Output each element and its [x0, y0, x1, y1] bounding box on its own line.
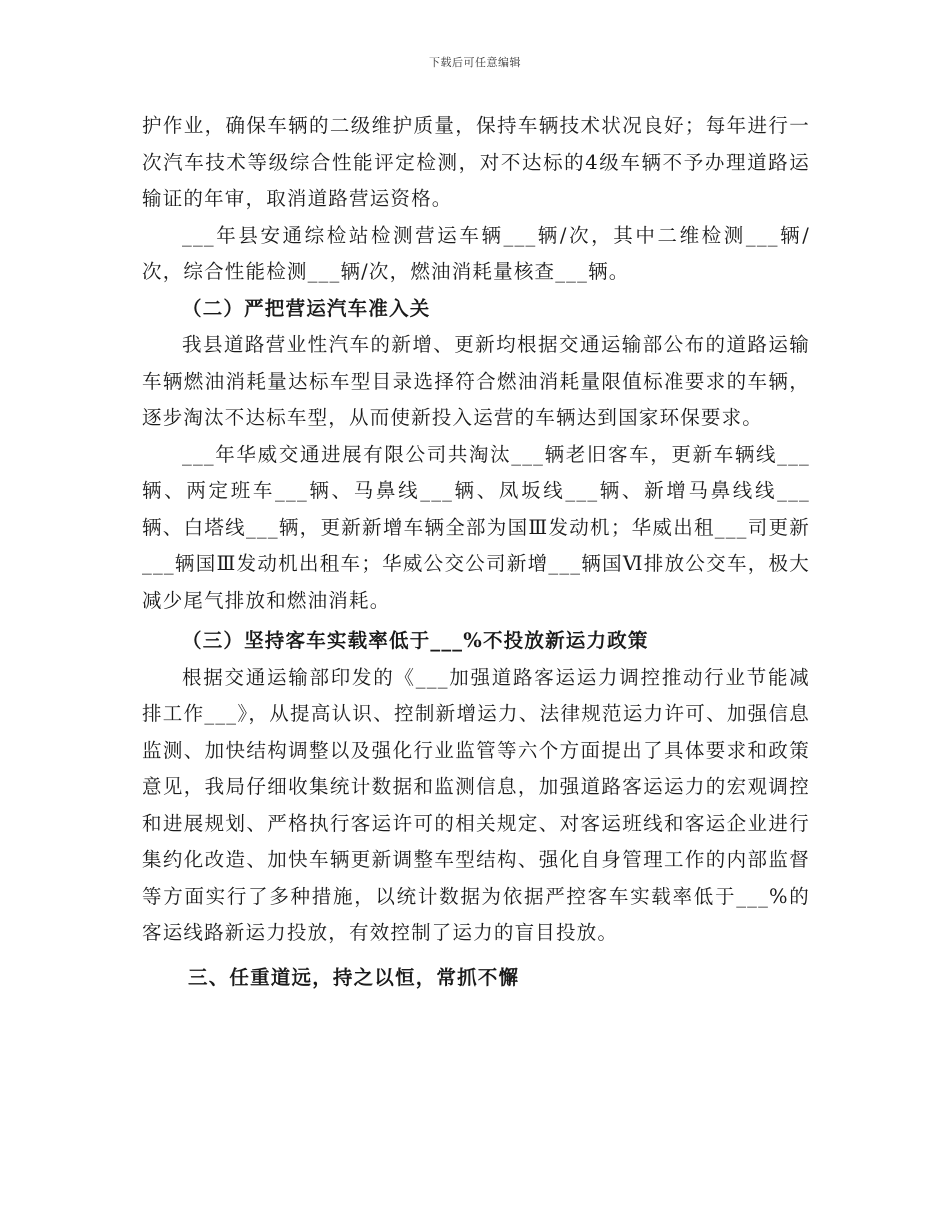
- section-heading-entry-control: （二）严把营运汽车准入关: [182, 296, 431, 320]
- paragraph-fleet-renewal: ___年华威交通进展有限公司共淘汰___辆老旧客车，更新车辆线___辆、两定班车___辆、马鼻线___辆、凤坂线___辆、新增马鼻线线___辆、白塔线___辆，更新新增车辆全部为国Ⅲ发动机；华威出租___司更新___辆国Ⅲ发动机出租车；华威公交公司新增___辆国Ⅵ排放公交车，极大减少尾气排放和燃油消耗。: [142, 442, 810, 612]
- section-heading-load-rate-policy: （三）坚持客车实载率低于___%不投放新运力政策: [182, 629, 649, 652]
- chapter-heading-persistence: 三、任重道远，持之以恒，常抓不懈: [188, 965, 520, 989]
- paragraph-capacity-control: 根据交通运输部印发的《___加强道路客运运力调控推动行业节能减排工作___》，从提高认识、控制新增运力、法律规范运力许可、加强信息监测、加快结构调整以及强化行业监管等六个方面提出了具体要求和政策意见，我局仔细收集统计数据和监测信息，加强道路客运运力的宏观调控和进展规划、严格执行客运许可的相关规定、对客运班线和客运企业进行集约化改造、加快车辆更新调整车型结构、强化自身管理工作的内部监督等方面实行了多种措施，以统计数据为依据严控客车实载率低于___%的客运线路新运力投放，有效控制了运力的盲目投放。: [142, 665, 810, 944]
- document-body: [142, 108, 810, 996]
- paragraph-maintenance: 护作业，确保车辆的二级维护质量，保持车辆技术状况良好；每年进行一次汽车技术等级综合性能评定检测，对不达标的4级车辆不予办理道路运输证的年审，取消道路营运资格。: [142, 114, 810, 210]
- paragraph-inspection-stats: ___年县安通综检站检测营运车辆___辆/次，其中二维检测___辆/次，综合性能检测___辆/次，燃油消耗量核查___辆。: [142, 223, 810, 283]
- paragraph-vehicle-standards: 我县道路营业性汽车的新增、更新均根据交通运输部公布的道路运输车辆燃油消耗量达标车型目录选择符合燃油消耗量限值标准要求的车辆，逐步淘汰不达标车型，从而使新投入运营的车辆达到国家环保要求。: [142, 333, 810, 429]
- page-header: 下载后可任意编辑: [429, 56, 521, 69]
